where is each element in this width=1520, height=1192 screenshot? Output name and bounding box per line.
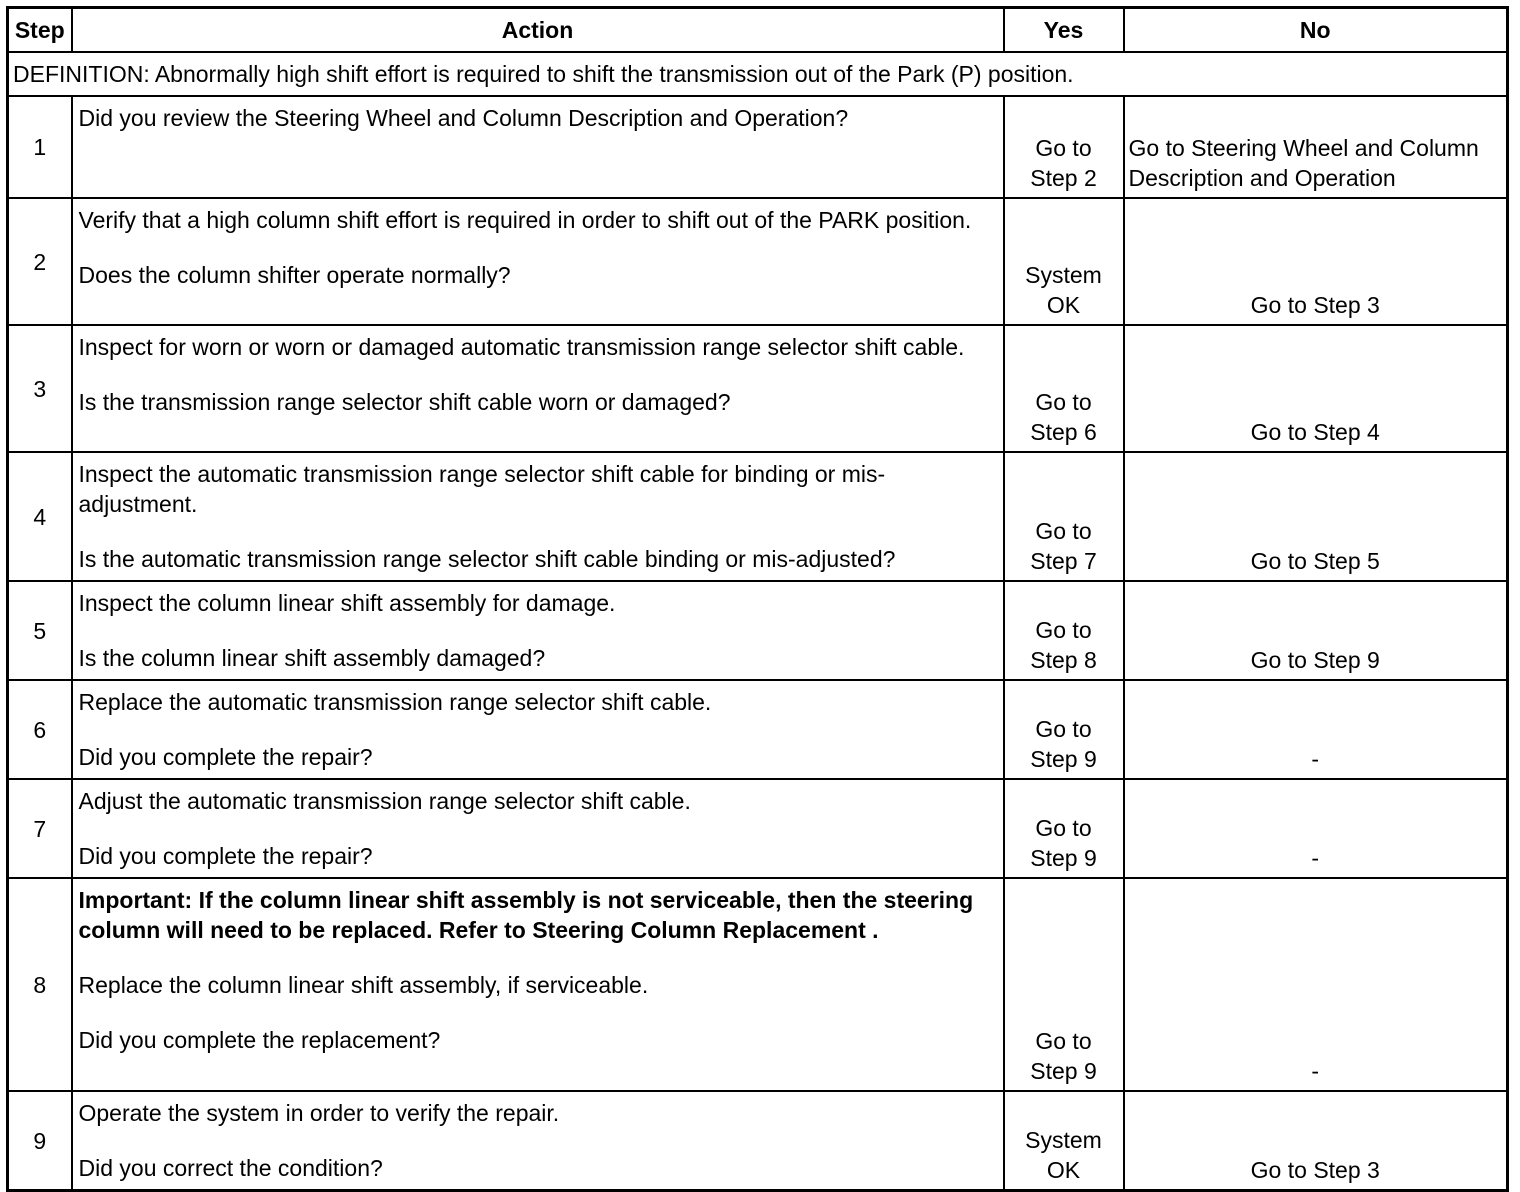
- action-cell: [72, 198, 1004, 325]
- action-text: Inspect the column linear shift assembly for damage.: [78, 590, 616, 616]
- step-number: 7: [8, 779, 72, 878]
- action-text: Replace the column linear shift assembly, if serviceable.: [78, 972, 649, 998]
- action-text: Inspect the automatic transmission range selector shift cable for binding or mis-adjustment.: [78, 461, 886, 517]
- yes-line: System: [1025, 1127, 1102, 1153]
- step-number: 1: [8, 96, 72, 198]
- table-row: [8, 325, 1508, 452]
- table-row: [8, 581, 1508, 680]
- definition-row: [8, 52, 1508, 96]
- action-text: Inspect for worn or worn or damaged automatic transmission range selector shift cable.: [78, 334, 965, 360]
- diagnostic-table: [6, 6, 1509, 1192]
- step-number: 2: [8, 198, 72, 325]
- no-cell: -: [1124, 779, 1508, 878]
- yes-cell: [1004, 680, 1124, 779]
- action-question: Does the column shifter operate normally?: [78, 262, 511, 288]
- action-text: Replace the automatic transmission range selector shift cable.: [78, 689, 712, 715]
- yes-cell: [1004, 96, 1124, 198]
- action-cell: [72, 1091, 1004, 1191]
- no-cell: Go to Step 9: [1124, 581, 1508, 680]
- header-action: Action: [72, 8, 1004, 53]
- no-cell: Go to Step 5: [1124, 452, 1508, 581]
- step-number: 4: [8, 452, 72, 581]
- action-cell: [72, 878, 1004, 1091]
- yes-line: Go to: [1035, 716, 1092, 742]
- header-row: [8, 8, 1508, 53]
- step-number: 5: [8, 581, 72, 680]
- table-row: [8, 878, 1508, 1091]
- yes-cell: [1004, 878, 1124, 1091]
- yes-line: Go to: [1035, 135, 1092, 161]
- step-number: 8: [8, 878, 72, 1091]
- action-question: Did you complete the replacement?: [78, 1027, 441, 1053]
- yes-line: Go to: [1035, 815, 1092, 841]
- yes-line: Go to: [1035, 617, 1092, 643]
- action-cell: [72, 779, 1004, 878]
- action-question: Is the column linear shift assembly damaged?: [78, 645, 546, 671]
- table-row: [8, 96, 1508, 198]
- yes-line: Step 9: [1030, 746, 1097, 772]
- action-text: Did you review the Steering Wheel and Column Description and Operation?: [78, 105, 849, 131]
- important-note: Important: If the column linear shift assembly is not serviceable, then the steering column will need to be replaced. Refer to Steering Column Replacement .: [78, 887, 974, 943]
- no-cell: Go to Steering Wheel and Column Description and Operation: [1124, 96, 1508, 198]
- action-question: Is the automatic transmission range selector shift cable binding or mis-adjusted?: [78, 546, 896, 572]
- yes-line: OK: [1046, 292, 1081, 318]
- no-cell: -: [1124, 878, 1508, 1091]
- action-cell: [72, 325, 1004, 452]
- yes-line: Step 9: [1030, 845, 1097, 871]
- yes-cell: [1004, 452, 1124, 581]
- yes-cell: [1004, 779, 1124, 878]
- yes-line: Go to: [1035, 518, 1092, 544]
- yes-line: Step 8: [1030, 647, 1097, 673]
- table-row: [8, 452, 1508, 581]
- yes-cell: [1004, 1091, 1124, 1191]
- table-row: [8, 779, 1508, 878]
- step-number: 3: [8, 325, 72, 452]
- action-cell: [72, 680, 1004, 779]
- action-text: Adjust the automatic transmission range selector shift cable.: [78, 788, 691, 814]
- yes-line: Step 6: [1030, 419, 1097, 445]
- action-cell: [72, 581, 1004, 680]
- yes-line: OK: [1046, 1157, 1081, 1183]
- yes-line: Step 2: [1030, 165, 1097, 191]
- action-cell: [72, 96, 1004, 198]
- no-cell: Go to Step 4: [1124, 325, 1508, 452]
- table-row: [8, 198, 1508, 325]
- step-number: 9: [8, 1091, 72, 1191]
- action-text: Verify that a high column shift effort is required in order to shift out of the PARK position.: [78, 207, 972, 233]
- table-row: [8, 1091, 1508, 1191]
- action-question: Is the transmission range selector shift cable worn or damaged?: [78, 389, 731, 415]
- action-cell: [72, 452, 1004, 581]
- action-question: Did you correct the condition?: [78, 1155, 383, 1181]
- no-cell: Go to Step 3: [1124, 1091, 1508, 1191]
- yes-cell: [1004, 198, 1124, 325]
- no-cell: -: [1124, 680, 1508, 779]
- yes-line: System: [1025, 262, 1102, 288]
- yes-cell: [1004, 325, 1124, 452]
- no-cell: Go to Step 3: [1124, 198, 1508, 325]
- action-question: Did you complete the repair?: [78, 843, 373, 869]
- header-yes: Yes: [1004, 8, 1124, 53]
- yes-line: Go to: [1035, 1028, 1092, 1054]
- yes-cell: [1004, 581, 1124, 680]
- yes-line: Go to: [1035, 389, 1092, 415]
- definition-text: DEFINITION: Abnormally high shift effort is required to shift the transmission out of the Park (P) position.: [8, 52, 1508, 96]
- header-step: Step: [8, 8, 72, 53]
- header-no: No: [1124, 8, 1508, 53]
- action-question: Did you complete the repair?: [78, 744, 373, 770]
- yes-line: Step 7: [1030, 548, 1097, 574]
- yes-line: Step 9: [1030, 1058, 1097, 1084]
- action-text: Operate the system in order to verify the repair.: [78, 1100, 560, 1126]
- step-number: 6: [8, 680, 72, 779]
- table-row: [8, 680, 1508, 779]
